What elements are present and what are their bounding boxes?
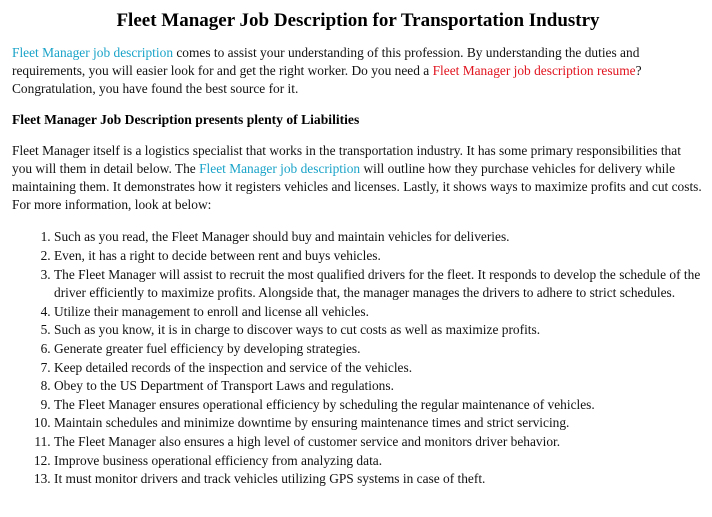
body-paragraph — [12, 142, 704, 215]
page-title: Fleet Manager Job Description for Transportation Industry — [116, 10, 600, 31]
body-job-description-link[interactable]: Fleet Manager job description — [199, 160, 361, 176]
body-text-2: will outline how they purchase vehicles for delivery while maintaining them. It demonstrates how it registers vehicles and licenses. Lastly, it shows ways to maximize profits and cut costs. For more information, look at below: — [12, 160, 702, 213]
list-item: 10. Maintain schedules and minimize downtime by ensuring maintenance times and strict servicing. — [54, 414, 704, 433]
intro-paragraph — [12, 44, 704, 99]
list-item: 6. Generate greater fuel efficiency by developing strategies. — [54, 340, 704, 359]
body-text-1: Fleet Manager itself is a logistics specialist that works in the transportation industry. It has some primary responsibilities that you will them in detail below. The — [12, 142, 681, 176]
job-description-resume-link[interactable]: Fleet Manager job description resume — [432, 63, 636, 79]
fleet-manager-job-description-link[interactable]: Fleet Manager job description — [12, 45, 174, 60]
list-item: 1. Such as you read, the Fleet Manager should buy and maintain vehicles for deliveries. — [54, 228, 704, 247]
list-item: 13. It must monitor drivers and track vehicles utilizing GPS systems in case of theft. — [54, 470, 704, 489]
list-item: 9. The Fleet Manager ensures operational efficiency by scheduling the regular maintenance of vehicles. — [54, 396, 704, 415]
section-heading: Fleet Manager Job Description presents plenty of Liabilities — [12, 111, 360, 127]
intro-text-1: comes to assist your understanding of this profession. By understanding the duties and requirements, you will easier look for and get the right worker. Do you need a — [12, 45, 640, 79]
list-item: 7. Keep detailed records of the inspection and service of the vehicles. — [54, 359, 704, 378]
list-item: 2. Even, it has a right to decide between rent and buys vehicles. — [54, 247, 704, 266]
list-item: 8. Obey to the US Department of Transport Laws and regulations. — [54, 377, 704, 396]
list-item: 11. The Fleet Manager also ensures a high level of customer service and monitors driver behavior. — [54, 433, 704, 452]
list-item: 12. Improve business operational efficiency from analyzing data. — [54, 452, 704, 471]
duties-list — [12, 228, 704, 488]
intro-text-2: ? Congratulation, you have found the best source for it. — [12, 63, 642, 97]
list-item: 3. The Fleet Manager will assist to recruit the most qualified drivers for the fleet. It responds to develop the schedule of the driver efficiently to maximize profits. Alongside that, the manager manages the drivers to adhere to strict schedules. — [54, 266, 704, 303]
list-item: 4. Utilize their management to enroll and license all vehicles. — [54, 303, 704, 322]
list-item: 5. Such as you know, it is in charge to discover ways to cut costs as well as maximize profits. — [54, 321, 704, 340]
